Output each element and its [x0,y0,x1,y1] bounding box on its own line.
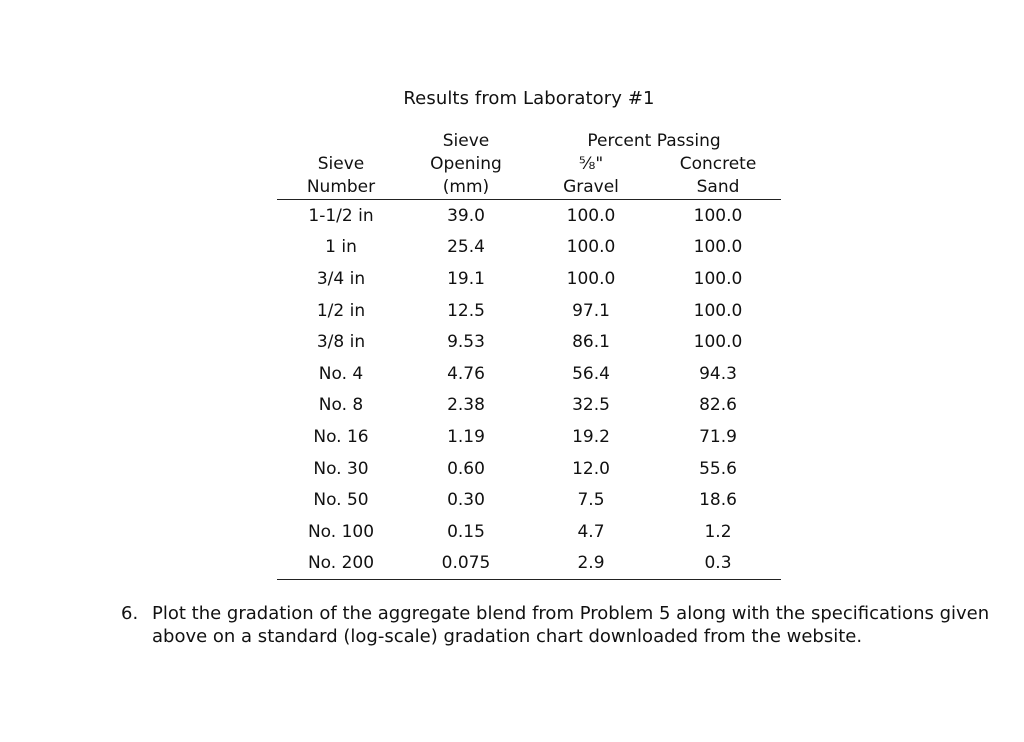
sand-cell: 1.2 [704,521,732,542]
opening-cell: 0.075 [405,548,527,580]
table-row [277,200,781,232]
gravel-header-line1: ⅝" [578,154,604,174]
table-row [277,232,781,264]
sieve-cell: 1 in [325,237,357,258]
sieve-cell: 1/2 in [316,300,366,321]
opening-cell: 25.4 [447,237,485,258]
sieve-cell: No. 4 [318,363,364,384]
table-row [277,326,781,358]
sand-cell: 0.3 [655,548,781,580]
sand-header-line1: Concrete [679,154,757,174]
table-row [277,421,781,453]
table-row [277,295,781,327]
sand-cell: 82.6 [699,395,737,416]
sand-cell: 100.0 [693,300,743,321]
question-text: Plot the gradation of the aggregate blend from Problem 5 along with the specifications given above on a standard (log-scale) gradation chart downloaded from the website. [152,603,990,647]
sieve-cell: 3/4 in [316,268,366,289]
sand-cell: 18.6 [699,490,737,511]
gravel-cell: 100.0 [566,205,616,226]
sand-header-line2: Sand [655,176,781,200]
sand-cell: 100.0 [693,205,743,226]
gravel-cell: 4.7 [577,521,605,542]
sieve-cell: 1-1/2 in [308,205,374,226]
sand-cell: 71.9 [699,426,737,447]
sieve-cell: 3/8 in [316,332,366,353]
sieve-cell: No. 8 [318,395,364,416]
gravel-cell: 56.4 [572,363,610,384]
opening-cell: 0.30 [447,490,485,511]
sieve-cell: No. 30 [313,458,369,479]
opening-cell: 2.38 [447,395,485,416]
table-row [277,453,781,485]
sieve-opening-header-line3: (mm) [405,176,527,200]
opening-cell: 4.76 [447,363,485,384]
sieve-cell: No. 16 [313,426,369,447]
table-row [277,516,781,548]
sieve-number-header-line1: Sieve [317,154,365,174]
sand-cell: 100.0 [693,237,743,258]
opening-cell: 0.60 [447,458,485,479]
opening-cell: 9.53 [447,332,485,353]
opening-cell: 1.19 [447,426,485,447]
gravel-cell: 97.1 [572,300,610,321]
gravel-header-line2: Gravel [527,176,655,200]
gravel-cell: 12.0 [572,458,610,479]
gravel-cell: 19.2 [572,426,610,447]
table-row [277,263,781,295]
table-row [277,548,781,580]
sieve-cell: No. 200 [277,548,405,580]
sand-cell: 100.0 [693,268,743,289]
sand-cell: 94.3 [699,363,737,384]
gravel-cell: 100.0 [566,268,616,289]
opening-cell: 12.5 [447,300,485,321]
sieve-cell: No. 50 [313,490,369,511]
table-title: Results from Laboratory #1 [403,88,655,109]
sand-cell: 100.0 [693,332,743,353]
gravel-cell: 7.5 [577,490,605,511]
sieve-results-table [277,130,781,580]
sieve-number-header-line2: Number [277,176,405,200]
opening-cell: 0.15 [447,521,485,542]
sieve-cell: No. 100 [307,521,375,542]
gravel-cell: 32.5 [572,395,610,416]
gravel-cell: 100.0 [566,237,616,258]
opening-cell: 19.1 [447,268,485,289]
gravel-cell: 86.1 [572,332,610,353]
question-number: 6. [121,603,139,624]
sieve-opening-header-line1: Sieve [442,131,490,151]
sieve-opening-header-line2: Opening [430,154,502,174]
table-row [277,484,781,516]
sand-cell: 55.6 [699,458,737,479]
percent-passing-header: Percent Passing [587,131,721,151]
table-row [277,390,781,422]
gravel-cell: 2.9 [527,548,655,580]
question-item [121,602,1001,648]
table-row [277,358,781,390]
opening-cell: 39.0 [447,205,485,226]
